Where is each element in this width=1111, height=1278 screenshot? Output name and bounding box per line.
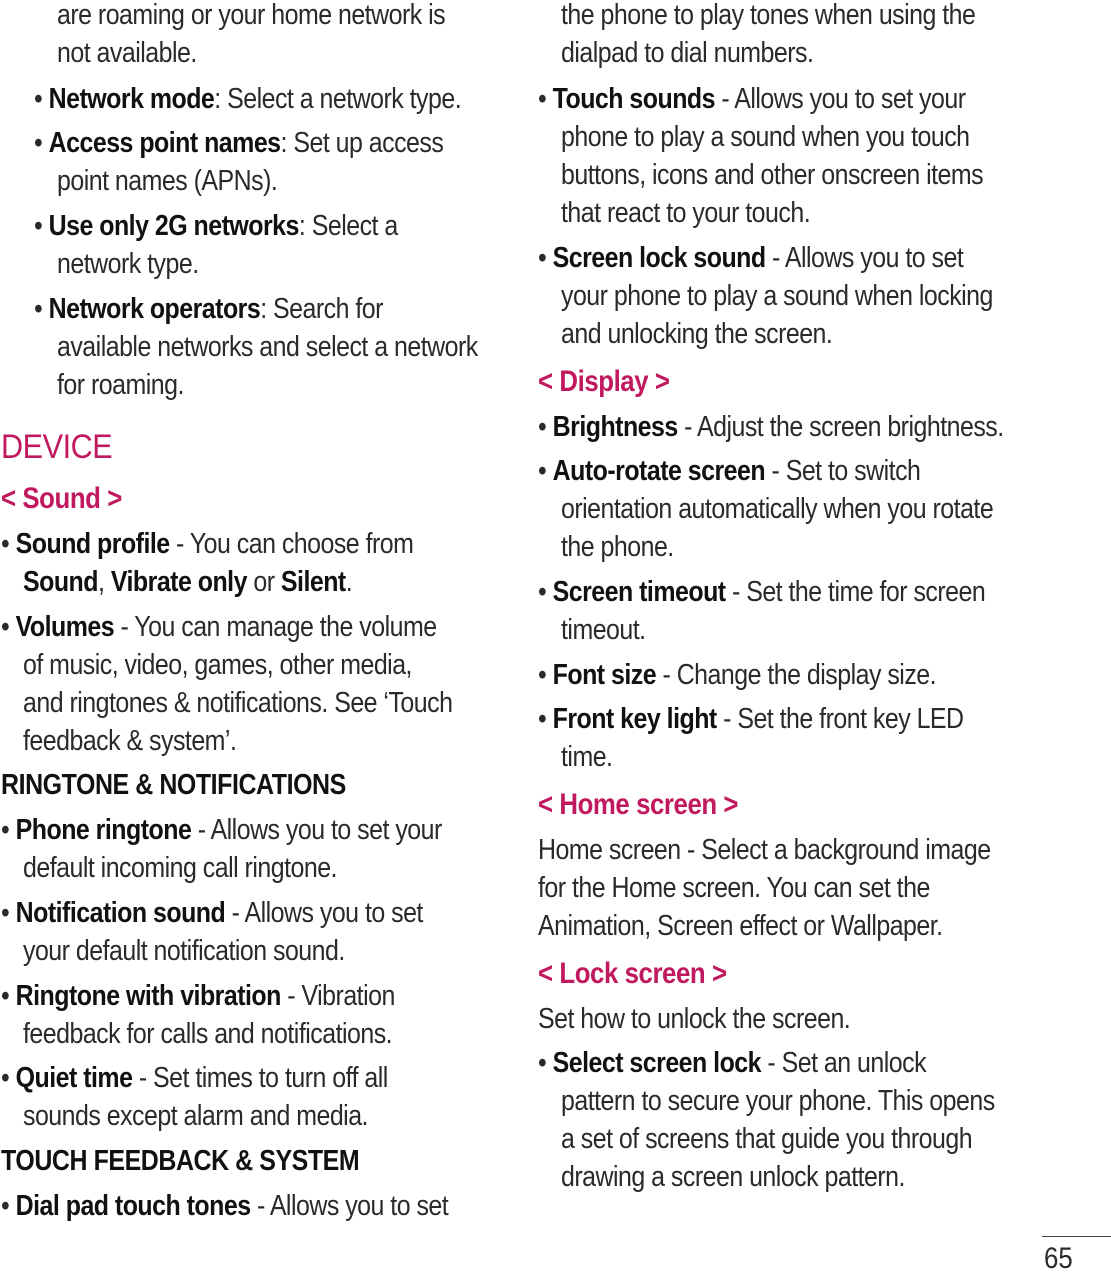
term: Screen timeout	[552, 576, 726, 608]
term: Phone ringtone	[15, 814, 192, 846]
item-ringtone-with-vibration: • Ringtone with vibration - Vibration	[1, 980, 395, 1012]
page-number: 65	[1044, 1242, 1073, 1275]
term: Dial pad touch tones	[15, 1190, 251, 1222]
desc: - Set an unlock	[761, 1047, 927, 1079]
continued-text-line: the phone to play tones when using the	[561, 0, 976, 31]
paragraph-line: Set how to unlock the screen.	[538, 1003, 851, 1035]
desc: : Select a network type.	[214, 83, 462, 115]
item-brightness: • Brightness - Adjust the screen brightness.	[538, 411, 1004, 443]
item-notification-sound: • Notification sound - Allows you to set	[1, 897, 423, 929]
item-text-line: default incoming call ringtone.	[23, 852, 337, 884]
desc: - Set to switch	[765, 455, 921, 487]
option-silent: Silent	[280, 566, 346, 598]
item-text-line: drawing a screen unlock pattern.	[561, 1161, 905, 1193]
item-font-size: • Font size - Change the display size.	[538, 659, 937, 691]
item-text-line: time.	[561, 741, 613, 773]
subheading-sound: < Sound >	[1, 482, 122, 515]
item-phone-ringtone: • Phone ringtone - Allows you to set your	[1, 814, 442, 846]
item-access-point-names: • Access point names: Set up access	[34, 127, 444, 159]
term: Quiet time	[15, 1062, 133, 1094]
item-text-line: available networks and select a network	[57, 331, 478, 363]
item-text-line: orientation automatically when you rotate	[561, 493, 994, 525]
item-text-line: point names (APNs).	[57, 165, 278, 197]
section-heading-device: DEVICE	[1, 428, 113, 466]
item-screen-timeout: • Screen timeout - Set the time for screen	[538, 576, 986, 608]
heading-touch-feedback-system: TOUCH FEEDBACK & SYSTEM	[1, 1145, 360, 1177]
term: Access point names	[48, 127, 281, 159]
desc: - Set times to turn off all	[132, 1062, 388, 1094]
item-text-line: that react to your touch.	[561, 197, 811, 229]
desc: - Allows you to set	[250, 1190, 449, 1222]
desc: - Allows you to set	[765, 242, 964, 274]
paragraph-line: Animation, Screen effect or Wallpaper.	[538, 910, 943, 942]
term: Network mode	[48, 83, 215, 115]
item-text-line: the phone.	[561, 531, 674, 563]
desc: - Vibration	[280, 980, 395, 1012]
item-text-line: a set of screens that guide you through	[561, 1123, 973, 1155]
item-select-screen-lock: • Select screen lock - Set an unlock	[538, 1047, 927, 1079]
term: Select screen lock	[552, 1047, 762, 1079]
desc: - Allows you to set	[225, 897, 423, 929]
paragraph-line: for the Home screen. You can set the	[538, 872, 930, 904]
continued-text-line: are roaming or your home network is	[57, 0, 446, 31]
item-text-line: phone to play a sound when you touch	[561, 121, 970, 153]
item-text-line: of music, video, games, other media,	[23, 649, 412, 681]
item-text-line: timeout.	[561, 614, 646, 646]
desc: - Change the display size.	[656, 659, 937, 691]
term: Notification sound	[15, 897, 226, 929]
sep: ,	[97, 566, 111, 598]
item-text-line: feedback & system’.	[23, 725, 237, 757]
desc: : Select a	[298, 210, 398, 242]
option-sound: Sound	[23, 566, 98, 598]
term: Screen lock sound	[552, 242, 766, 274]
desc: : Search for	[260, 293, 383, 325]
term: Use only 2G networks	[48, 210, 299, 242]
sep: or	[246, 566, 281, 598]
item-text-line: and unlocking the screen.	[561, 318, 833, 350]
desc: : Set up access	[280, 127, 444, 159]
continued-text-line: not available.	[57, 37, 197, 69]
item-text-line: sounds except alarm and media.	[23, 1100, 368, 1132]
subheading-lock-screen: < Lock screen >	[538, 957, 727, 990]
item-text-line	[23, 563, 352, 601]
option-vibrate-only: Vibrate only	[110, 566, 247, 598]
item-quiet-time: • Quiet time - Set times to turn off all	[1, 1062, 388, 1094]
item-sound-profile: • Sound profile - You can choose from	[1, 528, 414, 560]
continued-text-line: dialpad to dial numbers.	[561, 37, 814, 69]
item-touch-sounds: • Touch sounds - Allows you to set your	[538, 83, 966, 115]
footer-rule	[1042, 1236, 1111, 1237]
term: Sound profile	[15, 528, 170, 560]
desc: - Allows you to set your	[191, 814, 442, 846]
desc: - Allows you to set your	[715, 83, 966, 115]
item-text-line: your phone to play a sound when locking	[561, 280, 993, 312]
item-text-line: your default notification sound.	[23, 935, 345, 967]
heading-ringtone-notifications: RINGTONE & NOTIFICATIONS	[1, 769, 346, 801]
desc: - Set the time for screen	[725, 576, 986, 608]
desc: - Adjust the screen brightness.	[677, 411, 1004, 443]
paragraph-line: Home screen - Select a background image	[538, 834, 991, 866]
item-screen-lock-sound: • Screen lock sound - Allows you to set	[538, 242, 964, 274]
term: Font size	[552, 659, 657, 691]
term: Ringtone with vibration	[15, 980, 281, 1012]
desc: - You can manage the volume	[114, 611, 437, 643]
item-front-key-light: • Front key light - Set the front key LED	[538, 703, 964, 735]
item-network-mode: • Network mode: Select a network type.	[34, 83, 462, 115]
term: Front key light	[552, 703, 717, 735]
term: Auto-rotate screen	[552, 455, 766, 487]
subheading-display: < Display >	[538, 365, 670, 398]
item-dial-pad-touch-tones: • Dial pad touch tones - Allows you to set	[1, 1190, 449, 1222]
item-text-line: and ringtones & notifications. See ‘Touch	[23, 687, 453, 719]
desc: - Set the front key LED	[716, 703, 964, 735]
item-use-only-2g: • Use only 2G networks: Select a	[34, 210, 398, 242]
item-text-line: buttons, icons and other onscreen items	[561, 159, 984, 191]
item-auto-rotate-screen: • Auto-rotate screen - Set to switch	[538, 455, 921, 487]
desc: - You can choose from	[169, 528, 414, 560]
end: .	[345, 566, 353, 598]
item-text-line: pattern to secure your phone. This opens	[561, 1085, 995, 1117]
term: Brightness	[552, 411, 678, 443]
item-text-line: for roaming.	[57, 369, 184, 401]
item-text-line: network type.	[57, 248, 199, 280]
item-network-operators: • Network operators: Search for	[34, 293, 383, 325]
term: Volumes	[15, 611, 115, 643]
item-text-line: feedback for calls and notifications.	[23, 1018, 393, 1050]
item-volumes: • Volumes - You can manage the volume	[1, 611, 437, 643]
term: Network operators	[48, 293, 261, 325]
term: Touch sounds	[552, 83, 716, 115]
subheading-home-screen: < Home screen >	[538, 788, 739, 821]
